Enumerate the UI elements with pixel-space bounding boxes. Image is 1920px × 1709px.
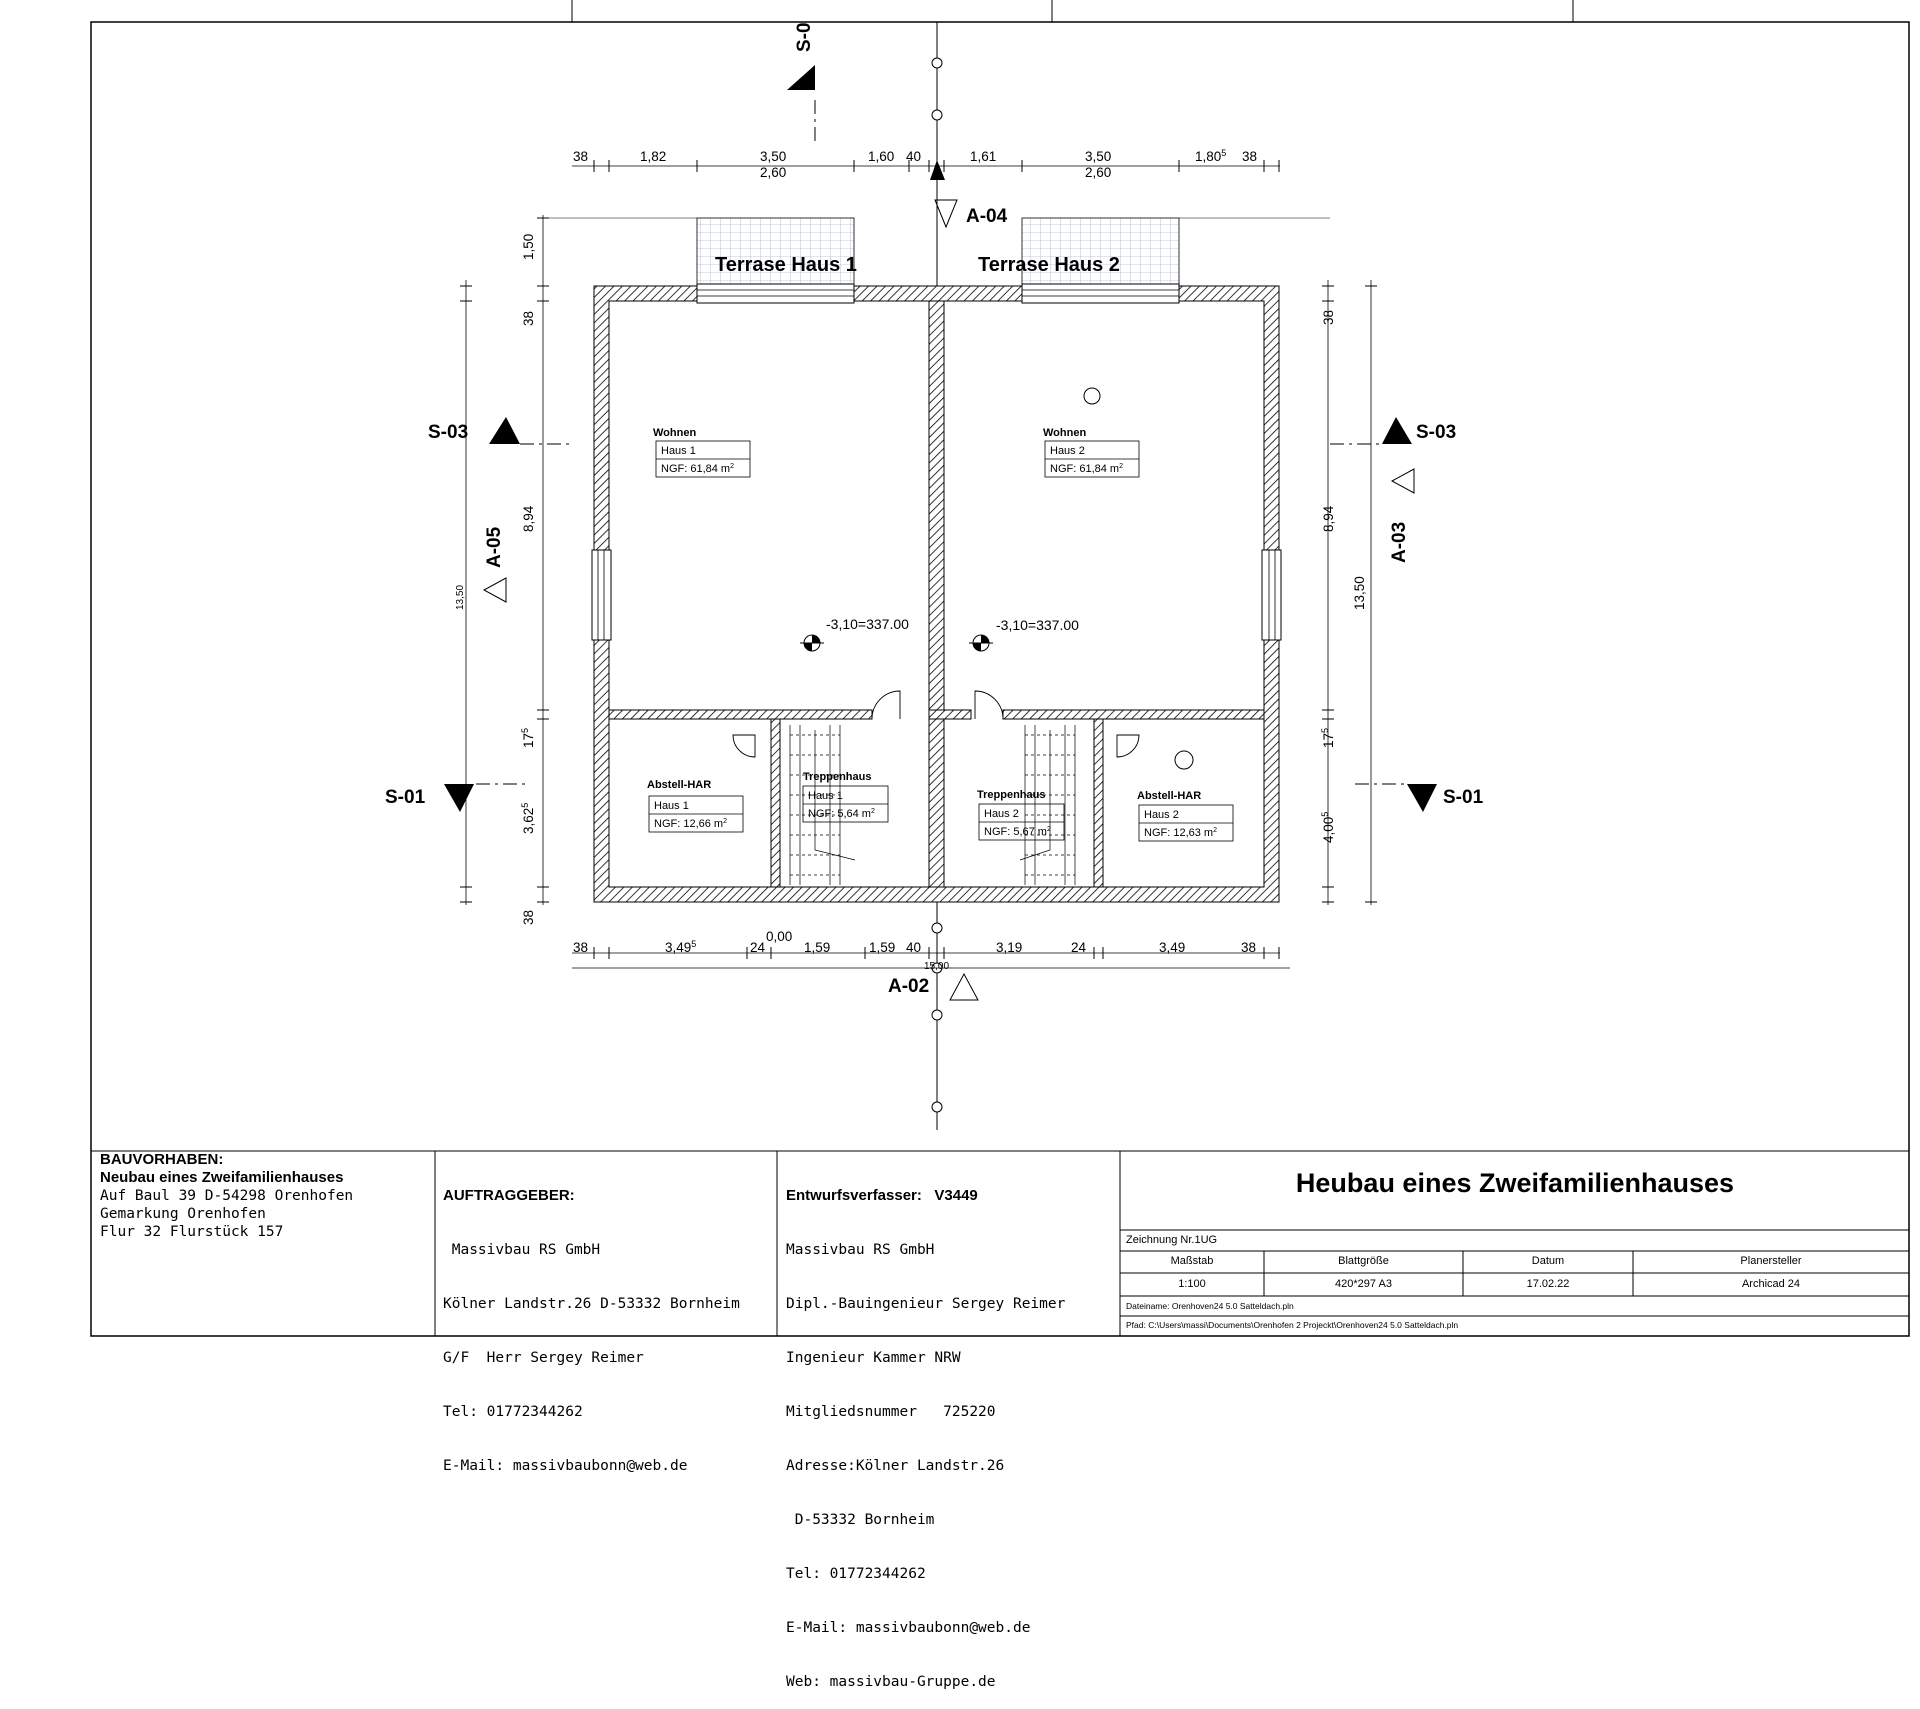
- elevation-label-1: -3,10=337.00: [826, 616, 909, 632]
- header-scale: Maßstab: [1170, 1255, 1214, 1267]
- svg-text:0,00: 0,00: [766, 929, 793, 944]
- client-head: AUFTRAGGEBER:: [443, 1187, 575, 1204]
- view-label-a05: A-05: [484, 526, 505, 568]
- svg-text:NGF: 5,64 m2: NGF: 5,64 $m^2$: [808, 808, 875, 820]
- terraces: [697, 218, 1179, 290]
- svg-text:175: $17^5$: [1320, 727, 1336, 748]
- terrace-label-2: Terrase Haus 2: [978, 254, 1120, 276]
- designer-line: Ingenieur Kammer NRW: [786, 1350, 961, 1366]
- file-path: Pfad: C:\Users\massi\Documents\Orenhofen 2 Projeckt\Orenhoven24 5.0 Satteldach.pln: [1126, 1320, 1459, 1330]
- client-line: G/F Herr Sergey Reimer: [443, 1350, 644, 1366]
- room-stamp-treppen-1: [803, 771, 888, 822]
- room-stamp-wohnen-2: [1043, 427, 1139, 477]
- view-label-a02: A-02: [888, 976, 930, 997]
- svg-text:38: 38: [1241, 940, 1257, 955]
- svg-text:3,495: 3,49$^5$: [665, 939, 697, 955]
- svg-text:38: 38: [1321, 309, 1336, 325]
- svg-text:Treppenhaus: Treppenhaus: [803, 771, 872, 783]
- svg-text:Abstell-HAR: Abstell-HAR: [1137, 790, 1202, 802]
- designer-line: Dipl.-Bauingenieur Sergey Reimer: [786, 1296, 1066, 1312]
- svg-text:Haus 1: Haus 1: [661, 445, 696, 457]
- svg-text:38: 38: [573, 940, 589, 955]
- value-scale: 1:100: [1178, 1278, 1206, 1290]
- designer-line: Mitgliedsnummer 725220: [786, 1404, 996, 1420]
- svg-text:NGF: 61,84 m2: NGF: 61,84 $m^2$: [661, 463, 734, 475]
- svg-text:3,50: 3,50: [1085, 149, 1112, 164]
- svg-text:Haus 1: Haus 1: [654, 800, 689, 812]
- designer-line: Adresse:Kölner Landstr.26: [786, 1458, 1005, 1474]
- terrace-label-1: Terrase Haus 1: [715, 254, 857, 276]
- svg-text:3,625: 3,62$^5$: [520, 802, 536, 834]
- section-label-s01-left: S-01: [385, 787, 426, 808]
- project-name: Neubau eines Zweifamilienhauses: [100, 1169, 344, 1186]
- designer-line: Web: massivbau-Gruppe.de: [786, 1674, 996, 1690]
- project-line: Gemarkung Orenhofen: [100, 1206, 266, 1222]
- section-label-s03-left: S-03: [428, 422, 469, 443]
- designer-info: [786, 1151, 1116, 1690]
- drawing-title: Heubau eines Zweifamilienhauses: [1295, 1168, 1735, 1198]
- section-label-s03-right: S-03: [1416, 422, 1457, 443]
- svg-text:Wohnen: Wohnen: [653, 427, 697, 439]
- designer-line: E-Mail: massivbaubonn@web.de: [786, 1620, 1031, 1636]
- client-line: Kölner Landstr.26 D-53332 Bornheim: [443, 1296, 740, 1312]
- svg-text:13,50: 13,50: [1352, 576, 1367, 610]
- svg-text:24: 24: [1071, 940, 1087, 955]
- svg-text:Treppenhaus: Treppenhaus: [977, 789, 1046, 801]
- svg-text:38: 38: [521, 310, 536, 326]
- svg-text:40: 40: [906, 940, 922, 955]
- svg-text:40: 40: [906, 149, 922, 164]
- section-label-s01-right: S-01: [1443, 787, 1484, 808]
- svg-text:3,19: 3,19: [996, 940, 1023, 955]
- designer-line: Tel: 01772344262: [786, 1566, 926, 1582]
- value-date: 17.02.22: [1526, 1278, 1570, 1290]
- svg-text:NGF: 12,63 m2: NGF: 12,63 $m^2$: [1144, 827, 1217, 839]
- svg-text:13,50: 13,50: [455, 584, 466, 610]
- view-label-a04: A-04: [966, 206, 1008, 227]
- room-stamp-abstell-2: [1137, 790, 1233, 841]
- elevation-label-2: -3,10=337.00: [996, 617, 1079, 633]
- room-stamp-treppen-2: [977, 789, 1064, 840]
- svg-text:8,94: 8,94: [521, 505, 536, 532]
- svg-text:3,49: 3,49: [1159, 940, 1186, 955]
- svg-text:Abstell-HAR: Abstell-HAR: [647, 779, 712, 791]
- file-name: Dateiname: Orenhoven24 5.0 Satteldach.pln: [1126, 1301, 1294, 1311]
- designer-head: Entwurfsverfasser: V3449: [786, 1187, 978, 1204]
- section-label-s0: S-0: [794, 22, 815, 52]
- client-line: E-Mail: massivbaubonn@web.de: [443, 1458, 688, 1474]
- project-line: Auf Baul 39 D-54298 Orenhofen: [100, 1188, 354, 1204]
- svg-text:NGF: 61,84 m2: NGF: 61,84 $m^2$: [1050, 463, 1123, 475]
- svg-text:15,00: 15,00: [924, 961, 950, 972]
- svg-text:3,50: 3,50: [760, 149, 787, 164]
- client-line: Tel: 01772344262: [443, 1404, 583, 1420]
- header-date: Datum: [1531, 1255, 1565, 1267]
- svg-text:1,82: 1,82: [640, 149, 667, 164]
- client-info: [443, 1151, 773, 1474]
- svg-text:8,94: 8,94: [1321, 505, 1336, 532]
- svg-text:Haus 2: Haus 2: [1144, 809, 1179, 821]
- svg-text:1,59: 1,59: [869, 940, 896, 955]
- view-label-a03: A-03: [1389, 521, 1410, 563]
- svg-text:1,59: 1,59: [804, 940, 831, 955]
- designer-line: D-53332 Bornheim: [786, 1512, 935, 1528]
- project-line: Flur 32 Flurstück 157: [100, 1224, 284, 1240]
- svg-text:38: 38: [1242, 149, 1258, 164]
- section-marker-top: [787, 22, 815, 142]
- header-planner: Planersteller: [1740, 1255, 1802, 1267]
- svg-text:Haus 2: Haus 2: [1050, 445, 1085, 457]
- designer-line: Massivbau RS GmbH: [786, 1242, 935, 1258]
- svg-text:2,60: 2,60: [1085, 165, 1112, 180]
- svg-text:Wohnen: Wohnen: [1043, 427, 1087, 439]
- room-stamp-wohnen-1: [653, 427, 750, 477]
- svg-text:Haus 2: Haus 2: [984, 808, 1019, 820]
- svg-text:1,60: 1,60: [868, 149, 895, 164]
- svg-text:1,50: 1,50: [521, 233, 536, 260]
- svg-text:NGF: 12,66 m2: NGF: 12,66 $m^2$: [654, 818, 727, 830]
- value-sheet-size: 420*297 A3: [1335, 1278, 1392, 1290]
- project-info: [100, 1151, 430, 1336]
- sheet-frame: [91, 0, 1909, 1336]
- drawing-number: Zeichnung Nr.1UG: [1126, 1234, 1218, 1246]
- svg-text:Haus 1: Haus 1: [808, 790, 843, 802]
- project-head: BAUVORHABEN:: [100, 1151, 224, 1168]
- value-planner: Archicad 24: [1741, 1278, 1801, 1290]
- room-stamp-abstell-1: [647, 779, 743, 832]
- svg-text:175: $17^5$: [520, 727, 536, 748]
- svg-text:38: 38: [573, 149, 589, 164]
- svg-text:4,005: 4,00$^5$: [1320, 811, 1336, 843]
- svg-text:38: 38: [521, 909, 536, 925]
- svg-text:NGF: 5,67 m2: NGF: 5,67 $m^2$: [984, 826, 1051, 838]
- svg-text:24: 24: [750, 940, 766, 955]
- svg-text:1,61: 1,61: [970, 149, 997, 164]
- header-sheet-size: Blattgröße: [1338, 1255, 1389, 1267]
- svg-text:2,60: 2,60: [760, 165, 787, 180]
- svg-text:1,805: 1,80$^5$: [1195, 148, 1227, 164]
- client-line: Massivbau RS GmbH: [443, 1242, 601, 1258]
